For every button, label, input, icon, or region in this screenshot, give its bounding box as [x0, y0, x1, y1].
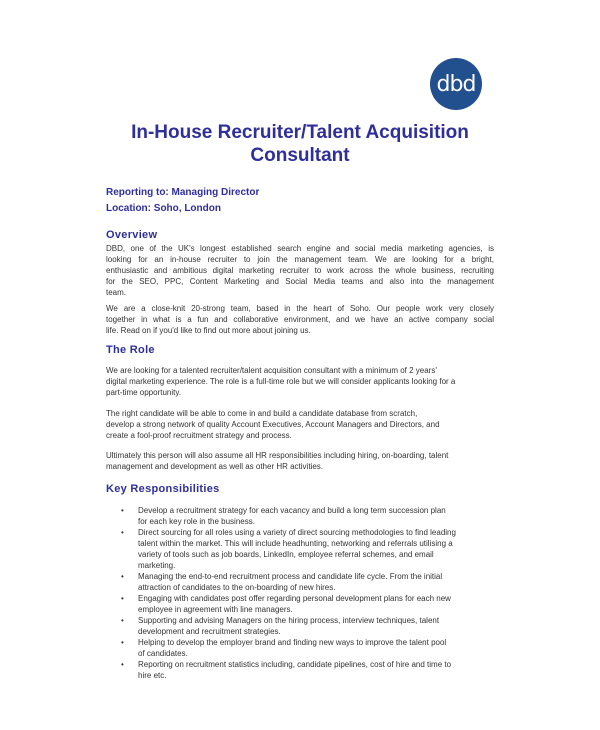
role-paragraph-2 — [106, 408, 494, 441]
text-line: hire etc. — [138, 671, 167, 680]
list-item — [106, 505, 506, 527]
text-line: • Managing the end-to-end recruitment process and candidate life cycle. From the initial — [138, 572, 443, 581]
text-line: marketing. — [138, 561, 176, 570]
page-title — [60, 121, 540, 167]
text-line: variety of tools such as job boards, LinkedIn, employee referral schemes, and email — [138, 550, 434, 559]
logo-text: dbd — [436, 71, 476, 97]
text-line: development and recruitment strategies. — [138, 627, 281, 636]
responsibilities-list — [106, 505, 506, 681]
text-line: • Supporting and advising Managers on the hiring process, interview techniques, talent — [138, 616, 440, 625]
list-item — [106, 527, 506, 571]
role-paragraph-3 — [106, 450, 494, 472]
list-item — [106, 615, 506, 637]
text-line: enthusiastic and ambitious digital marketing recruiter to work across the whole business, recruiting — [106, 266, 494, 275]
list-item — [106, 593, 506, 615]
title-line-1: In-House Recruiter/Talent Acquisition — [131, 122, 469, 143]
overview-paragraph-2 — [106, 303, 494, 336]
text-line: • Engaging with candidates post offer regarding personal development plans for each new — [138, 594, 451, 603]
location: Location: Soho, London — [106, 203, 221, 214]
text-line: together in what is a fun and collaborative environment, and we have an active company social — [106, 315, 494, 324]
list-item — [106, 571, 506, 593]
text-line: management and development as well as other HR activities. — [106, 462, 323, 471]
list-item — [106, 637, 506, 659]
overview-paragraph-1 — [106, 243, 494, 298]
text-line: We are a close-knit 20-strong team, based in the heart of Soho. Our people work very closely — [106, 304, 494, 313]
company-logo — [430, 58, 482, 110]
role-heading: The Role — [106, 344, 155, 356]
text-line: • Direct sourcing for all roles using a variety of direct sourcing methodologies to find leading — [138, 528, 456, 537]
text-line: for each key role in the business. — [138, 517, 255, 526]
overview-heading: Overview — [106, 229, 158, 241]
text-line: team. — [106, 288, 127, 297]
text-line: of candidates. — [138, 649, 188, 658]
text-line: • Reporting on recruitment statistics including, candidate pipelines, cost of hire and time to — [138, 660, 452, 669]
text-line: • Helping to develop the employer brand and finding new ways to improve the talent pool — [138, 638, 447, 647]
reporting-to: Reporting to: Managing Director — [106, 187, 260, 198]
text-line: develop a strong network of quality Account Executives, Account Managers and Directors, and — [106, 420, 440, 429]
text-line: talent within the market. This will include headhunting, networking and referrals utilising a — [138, 539, 453, 548]
responsibilities-heading: Key Responsibilities — [106, 483, 220, 495]
list-item — [106, 659, 506, 681]
text-line: Ultimately this person will also assume all HR responsibilities including hiring, on-boarding, talent — [106, 451, 449, 460]
text-line: part-time opportunity. — [106, 388, 181, 397]
text-line: for the SEO, PPC, Content Marketing and Social Media teams and also into the management — [106, 277, 494, 286]
text-line: looking for an in-house recruiter to join the management team. We are looking for a bright, — [106, 255, 494, 264]
text-line: DBD, one of the UK's longest established search engine and social media marketing agencies, is — [106, 244, 494, 253]
text-line: We are looking for a talented recruiter/talent acquisition consultant with a minimum of 2 years' — [106, 366, 437, 375]
text-line: The right candidate will be able to come in and build a candidate database from scratch, — [106, 409, 418, 418]
role-paragraph-1 — [106, 365, 494, 398]
text-line: employee in agreement with line managers. — [138, 605, 293, 614]
text-line: • Develop a recruitment strategy for each vacancy and build a long term succession plan — [138, 506, 446, 515]
text-line: life. Read on if you'd like to find out more about joining us. — [106, 326, 311, 335]
text-line: attraction of candidates to the on-boarding of new hires. — [138, 583, 336, 592]
text-line: create a fool-proof recruitment strategy and process. — [106, 431, 292, 440]
text-line: digital marketing experience. The role is a full-time role but we will consider applicants looking for a — [106, 377, 456, 386]
title-line-2: Consultant — [250, 145, 350, 166]
